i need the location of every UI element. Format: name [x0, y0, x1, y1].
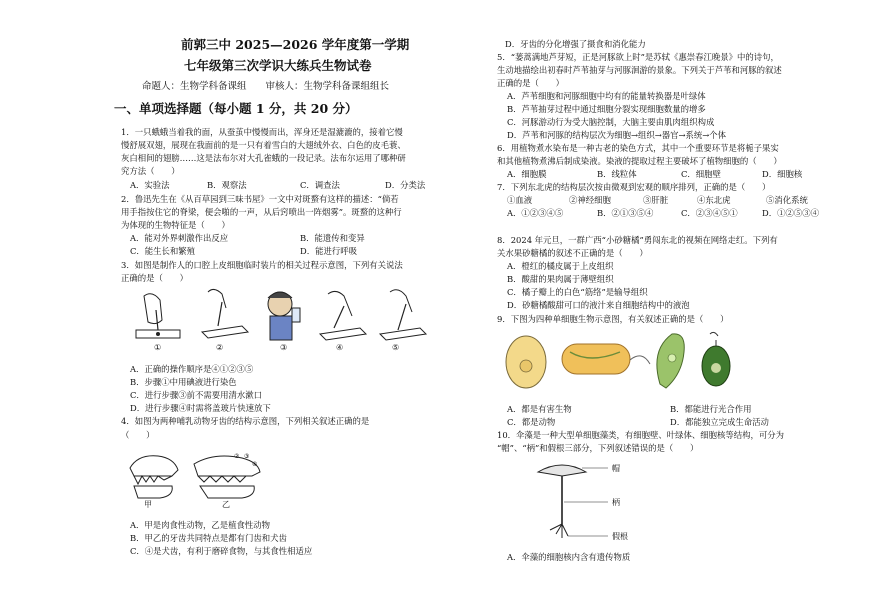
q9-option-c[interactable]: C．都是动物 — [507, 417, 556, 427]
q8-line: 关水果砂糖橘的叙述不正确的是（ ） — [497, 248, 648, 258]
q3-option-b[interactable]: B．步骤①中用碘液进行染色 — [130, 377, 237, 387]
q1-option-c[interactable]: C．调查法 — [300, 180, 340, 190]
q9-single-cell-organisms-figure — [500, 330, 740, 392]
q10-label-cap: 帽 — [612, 464, 620, 473]
q8-option-b[interactable]: B．酸甜的果肉属于薄壁组织 — [507, 274, 614, 284]
q4-option-c[interactable]: C．④是犬齿，有利于磨碎食物，与其食性相适应 — [130, 546, 313, 556]
q6-option-c[interactable]: C．细胞壁 — [681, 169, 721, 179]
q2-option-b[interactable]: B．能遗传和变异 — [300, 233, 365, 243]
q2-line: 2．鲁迅先生在《从百草园到三味书屋》一文中对斑蝥有这样的描述：“倘若 — [121, 194, 399, 204]
q5-option-a[interactable]: A．芦苇细胞和河豚细胞中均有的能量转换器是叶绿体 — [507, 91, 706, 101]
q3-slide-procedure-figure — [122, 286, 432, 356]
q7-line: 7．下列东北虎的结构层次按由微观到宏观的顺序排列，正确的是（ ） — [497, 182, 771, 192]
bacterium-illustration — [562, 344, 650, 374]
q4-option-d[interactable]: D．牙齿的分化增强了摄食和消化能力 — [505, 39, 646, 49]
q4-option-a[interactable]: A．甲是肉食性动物，乙是植食性动物 — [130, 520, 271, 530]
q5-line: 生动地描绘出初春时芦苇抽芽与河豚洄游的景象。下列关于芦苇和河豚的叙述 — [497, 65, 782, 75]
q6-option-b[interactable]: B．线粒体 — [597, 169, 637, 179]
q7-item: ③肝脏 — [643, 195, 669, 205]
q9-option-d[interactable]: D．都能独立完成生命活动 — [670, 417, 769, 427]
q2-line: 为体现的生物特征是（ ） — [121, 220, 230, 230]
q4-line: 4．如图为两种哺乳动物牙齿的结构示意图，下列相关叙述正确的是 — [121, 416, 370, 426]
q2-line: 用手指按住它的脊梁，便会啪的一声，从后窍喷出一阵烟雾”。斑蝥的这种行 — [121, 207, 402, 217]
q1-line: 1．一只蛾蛾当着我的面，从蚕茧中慢慢而出，浑身还是湿漉漉的，接着它慢 — [121, 127, 403, 137]
q3-line: 正确的是（ ） — [121, 273, 188, 283]
q9-option-b[interactable]: B．都能进行光合作用 — [670, 404, 752, 414]
paramecium-illustration — [657, 334, 684, 388]
svg-text:④: ④ — [252, 461, 258, 468]
q10-label-rhizoid: 假根 — [612, 532, 628, 541]
q5-line: 正确的是（ ） — [497, 78, 564, 88]
q1-line: 慢舒展双翅，展现在我面前的是一只有着雪白的大翅绒外衣、白色的皮毛蓑、 — [121, 140, 406, 150]
section1-title: 一、单项选择题（每小题 1 分，共 20 分） — [114, 101, 358, 116]
q4-option-b[interactable]: B．甲乙的牙齿共同特点是都有门齿和犬齿 — [130, 533, 287, 543]
step4-coverslip-illustration — [320, 291, 366, 340]
svg-text:③: ③ — [244, 453, 250, 460]
q9-line: 9．下图为四种单细胞生物示意图，有关叙述正确的是（ ） — [497, 314, 729, 324]
jaw-b-illustration — [194, 453, 260, 498]
authors-line: 命题人：生物学科备课组 审核人：生物学科备课组组长 — [142, 81, 390, 92]
q3-option-d[interactable]: D．进行步骤④时需将盖玻片快速放下 — [130, 403, 271, 413]
step2-slide-illustration — [202, 289, 248, 338]
q10-line: 10．伞藻是一种大型单细胞藻类，有细胞壁、叶绿体、细胞核等结构，可分为 — [497, 430, 785, 440]
q6-line: 6．用植物煮水染布是一种古老的染色方式，其中一个重要环节是将栀子果实 — [497, 143, 779, 153]
q5-line: 5．“蒌蒿满地芦芽短，正是河豚欲上时”是苏轼《惠崇春江晚景》中的诗句， — [497, 52, 779, 62]
q10-option-a[interactable]: A．伞藻的细胞核内含有遗传物质 — [507, 552, 631, 562]
q8-line: 8．2024 年元旦，一群广西“小砂糖橘”勇闯东北的视频在网络走红。下列有 — [497, 235, 778, 245]
q2-option-a[interactable]: A．能对外界刺激作出反应 — [130, 233, 229, 243]
q3-step-label: ④ — [336, 343, 344, 352]
q7-item: ④东北虎 — [697, 195, 731, 205]
q1-line: 究方法（ ） — [121, 166, 180, 176]
q5-option-d[interactable]: D．芦苇和河豚的结构层次为细胞→组织→器官→系统→个体 — [507, 130, 727, 140]
q10-line: “帽”、“柄”和假根三部分，下列叙述错误的是（ ） — [497, 443, 699, 453]
q7-item: ①血液 — [507, 195, 533, 205]
q5-option-b[interactable]: B．芦苇抽芽过程中通过细胞分裂实现细胞数量的增多 — [507, 104, 706, 114]
q10-label-stalk: 柄 — [612, 498, 620, 507]
q3-step-label: ① — [154, 343, 162, 352]
q5-option-c[interactable]: C．河豚游动行为受大脑控制，大脑主要由肌肉组织构成 — [507, 117, 715, 127]
q1-line: 灰白相间的翅膀……这是法布尔对大孔雀蛾的一段记录。法布尔运用了哪种研 — [121, 153, 406, 163]
q6-line: 和其他植物煮沸后制成染液。染液的提取过程主要破坏了植物细胞的（ ） — [497, 156, 782, 166]
exam-title-line1: 前郭三中 2025—2026 学年度第一学期 — [181, 37, 410, 52]
q3-step-label: ③ — [280, 343, 288, 352]
q3-line: 3．如图是制作人的口腔上皮细胞临时装片的相关过程示意图，下列有关说法 — [121, 260, 403, 270]
exam-title-line2: 七年级第三次学识大练兵生物试卷 — [184, 58, 372, 73]
q2-option-d[interactable]: D．能进行呼吸 — [300, 246, 357, 256]
svg-text:②: ② — [234, 453, 240, 460]
q7-option-a[interactable]: A．①②③④⑤ — [507, 208, 564, 218]
acetabularia-illustration — [538, 465, 608, 538]
euglena-illustration — [702, 332, 730, 386]
q4-fig-label-b: 乙 — [222, 500, 230, 509]
q7-option-b[interactable]: B．②①③⑤④ — [597, 208, 654, 218]
q3-step-label: ⑤ — [392, 343, 400, 352]
q7-option-d[interactable]: D．①②⑤③④ — [762, 208, 819, 218]
q1-option-d[interactable]: D．分类法 — [385, 180, 426, 190]
q8-option-d[interactable]: D．砂糖橘酸甜可口的液汁来自细胞结构中的液泡 — [507, 300, 690, 310]
q4-fig-label-a: 甲 — [144, 500, 152, 509]
q7-item: ②神经细胞 — [569, 195, 611, 205]
step1-dropper-illustration — [136, 294, 180, 338]
q8-option-c[interactable]: C．橘子瓣上的白色“筋络”是输导组织 — [507, 287, 648, 297]
q8-option-a[interactable]: A．橙红的橘皮属于上皮组织 — [507, 261, 614, 271]
q7-item: ⑤消化系统 — [766, 195, 808, 205]
q6-option-a[interactable]: A．细胞膜 — [507, 169, 547, 179]
q3-step-label: ② — [216, 343, 224, 352]
step5-swab-illustration — [380, 290, 426, 340]
q3-option-a[interactable]: A．正确的操作顺序是④①②③⑤ — [130, 364, 254, 374]
q9-option-a[interactable]: A．都是有害生物 — [507, 404, 572, 414]
q6-option-d[interactable]: D．细胞核 — [762, 169, 803, 179]
yeast-cell-illustration — [506, 336, 546, 388]
jaw-a-illustration — [130, 456, 178, 498]
q1-option-a[interactable]: A．实验法 — [130, 180, 170, 190]
q2-option-c[interactable]: C．能生长和繁殖 — [130, 246, 196, 256]
step3-person-illustration — [268, 292, 300, 340]
q7-option-c[interactable]: C．②③④⑤① — [681, 208, 738, 218]
q3-option-c[interactable]: C．进行步骤③前不需要用清水漱口 — [130, 390, 263, 400]
q1-option-b[interactable]: B．观察法 — [207, 180, 247, 190]
q4-line: （ ） — [121, 430, 155, 440]
